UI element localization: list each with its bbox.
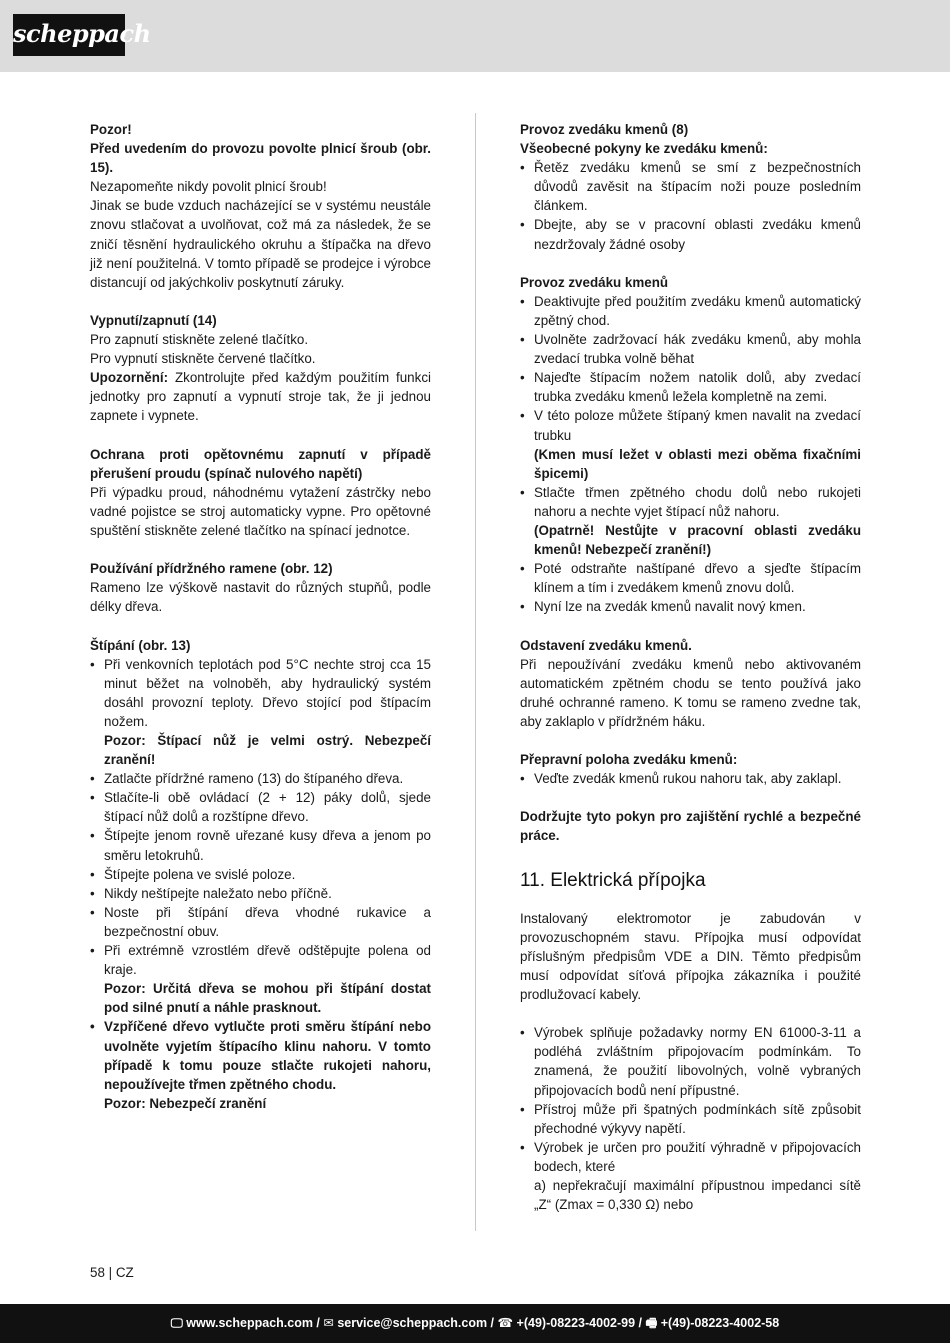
pozor-title: Pozor! [90,122,132,137]
list-item: • Dbejte, aby se v pracovní oblasti zvedáku kmenů nezdržovaly žádné osoby [520,215,861,253]
list-item: • Noste při štípání dřeva vhodné rukavice a bezpečnostní obuv. [90,903,431,941]
transport-position-title: Přepravní poloha zvedáku kmenů: [520,752,738,768]
holding-arm-text: Rameno lze výškově nastavit do různých stupňů, podle délky dřeva. [90,580,431,615]
closing-instruction: Dodržujte tyto pokyn pro zajištění rychlé a bezpečné práce. [520,809,861,844]
list-item: • Při extrémně vzrostlém dřevě odštěpujte polena od kraje. Pozor: Určitá dřeva se mohou při štípání dostat pod silné pnutí a náhle prasknout. [90,941,431,1017]
pozor-paragraph-1: Nezapomeňte nikdy povolit plnicí šroub! [90,179,327,195]
electrical-intro: Instalovaný elektromotor je zabudován v provozuschopném stavu. Přípojka musí odpovídat příslušným předpisům VDE a DIN. Těmto předpisům musí odpovídat síťová přípojka zákazníka i použité prodlužovací kabely. [520,910,861,1003]
splitting-warning-2: Pozor: Určitá dřeva se mohou při štípání dostat pod silné pnutí a náhle prasknout. [104,981,431,1016]
switch-note [90,368,431,425]
right-column [520,120,861,1214]
switch-title: Vypnutí/zapnutí (14) [90,312,217,328]
section-heading-electrical: 11. Elektrická přípojka [520,869,706,891]
list-item: • Najeďte štípacím nožem natolik dolů, aby zvedací trubka zvedáku kmenů ležela kompletně na zemi. [520,368,861,406]
switch-note-text: Zkontrolujte před každým použitím funkci jednotky pro zapnutí a vypnutí stroje tak, že ji jednou zapnete i vypnete. [90,370,431,424]
header-band [0,0,950,72]
list-item: • Řetěz zvedáku kmenů se smí z bezpečnostních důvodů zavěsit na štípacím noži pouze posledním článkem. [520,158,861,215]
list-item: • Stlačte třmen zpětného chodu dolů nebo rukojeti nahoru a nechte vyjet štípací nůž nahoru. (Opatrně! Nestůjte v pracovní oblasti zvedáku kmenů! Nebezpečí zranění!) [520,483,861,559]
left-column [90,120,431,1113]
holding-arm-title: Používání přídržného ramene (obr. 12) [90,561,333,577]
transport-position-list [520,769,861,788]
list-item: • Uvolněte zadržovací hák zvedáku kmenů, aby mohla zvedací trubka volně běhat [520,330,861,368]
column-divider [475,113,476,1231]
list-item: • Nikdy neštípejte naležato nebo příčně. [90,884,431,903]
list-item: • Poté odstraňte naštípané dřevo a sjeďte štípacím klínem a tím i zvedákem kmenů znovu dolů. [520,559,861,597]
switch-paragraph-1: Pro zapnutí stiskněte zelené tlačítko. [90,332,309,348]
list-item: • Štípejte polena ve svislé poloze. [90,865,431,884]
scheppach-logo: scheppach [13,14,125,56]
list-item: • Veďte zvedák kmenů rukou nahoru tak, aby zaklapl. [520,769,861,788]
footer-contact-bar: 🖵 www.scheppach.com / ✉ service@scheppach.com / ☎ +(49)-08223-4002-99 / 🖷 +(49)-08223-4002-58 [0,1304,950,1343]
electrical-list [520,1023,861,1176]
splitting-list [90,655,431,1113]
splitting-title: Štípání (obr. 13) [90,637,191,653]
list-item: • Přístroj může při špatných podmínkách sítě způsobit přechodné výkyvy napětí. [520,1100,861,1138]
list-item: • V této poloze můžete štípaný kmen navalit na zvedací trubku (Kmen musí ležet v oblasti mezi oběma fixačními špicemi) [520,406,861,482]
list-item: • Zatlačte přídržné rameno (13) do štípaného dřeva. [90,769,431,788]
list-item: • Při venkovních teplotách pod 5°C nechte stroj cca 15 minut běžet na volnoběh, aby hydraulický systém dosáhl provozní teploty. Dřevo stojící pod štípacím nožem. Pozor: Štípací nůž je velmi ostrý. Nebezpečí zranění! [90,655,431,770]
splitting-warning-1: Pozor: Štípací nůž je velmi ostrý. Nebezpečí zranění! [104,733,431,768]
list-item: • Výrobek je určen pro použití výhradně v připojovacích bodech, které [520,1138,861,1176]
list-item: • Nyní lze na zvedák kmenů navalit nový kmen. [520,597,861,616]
operation-note-1: (Kmen musí ležet v oblasti mezi oběma fixačními špicemi) [534,446,861,481]
log-lift-subtitle: Všeobecné pokyny ke zvedáku kmenů: [520,141,768,157]
pozor-bold-text: Před uvedením do provozu povolte plnicí šroub (obr. 15). [90,141,431,176]
log-lift-title: Provoz zvedáku kmenů (8) [520,122,689,137]
pozor-paragraph-2: Jinak se bude vzduch nacházející se v systému neustále znovu stlačovat a uvolňovat, což má za následek, že se zničí těsnění hydraulického okruhu a štípačka na dřevo již není použitelná. V tomto případě se prodejce i výrobce distancují od jakýchkoliv poskytnutí záruky. [90,198,431,290]
restart-protection-text: Při výpadku proud, náhodnému vytažení zástrčky nebo vadné pojistce se stroj automaticky vypne. Pro opětovné spuštění stiskněte zelené tlačítko na spínací jednotce. [90,484,431,538]
operation-note-2: (Opatrně! Nestůjte v pracovní oblasti zvedáku kmenů! Nebezpečí zranění!) [534,522,861,558]
restart-protection-title: Ochrana proti opětovnému zapnutí v případě přerušení proudu (spínač nulového napětí) [90,446,431,481]
log-lift-general-list [520,158,861,253]
list-item: • Vzpříčené dřevo vytlučte proti směru štípání nebo uvolněte vyjetím štípacího klinu nahoru. V tomto případě k tomu pouze stlačte rukojeti nahoru, nepoužívejte třmen zpětného chodu. Pozor: Nebezpečí zranění [90,1017,431,1112]
splitting-warning-3: Pozor: Nebezpečí zranění [104,1095,267,1111]
log-lift-operation-title: Provoz zvedáku kmenů [520,274,669,290]
list-item: • Štípejte jenom rovně uřezané kusy dřeva a jenom po směru letokruhů. [90,826,431,864]
list-item: • Deaktivujte před použitím zvedáku kmenů automatický zpětný chod. [520,292,861,330]
log-lift-operation-list [520,292,861,617]
page-number: 58 | CZ [90,1265,134,1280]
log-lift-parking-text: Při nepoužívání zvedáku kmenů nebo aktivovaném automatickém zpětném chodu se tento používá jako druhé ochranné rameno. K tomu se rameno zvedne tak, aby zaklaplo v přídržném háku. [520,656,861,729]
log-lift-parking-title: Odstavení zvedáku kmenů. [520,637,692,653]
electrical-sub-item-a: a) nepřekračují maximální přípustnou impedanci sítě „Z“ (Zmax = 0,330 Ω) nebo [534,1177,861,1213]
list-item: • Stlačíte-li obě ovládací (2 + 12) páky dolů, sjede štípací nůž dolů a rozštípne dřevo. [90,788,431,826]
switch-note-label: Upozornění: [90,370,169,386]
switch-paragraph-2: Pro vypnutí stiskněte červené tlačítko. [90,351,316,367]
list-item: • Výrobek splňuje požadavky normy EN 61000-3-11 a podléhá zvláštním připojovacím podmínkám. To znamená, že použití libovolných, volně vybraných připojovacích bodů není přípustné. [520,1023,861,1099]
